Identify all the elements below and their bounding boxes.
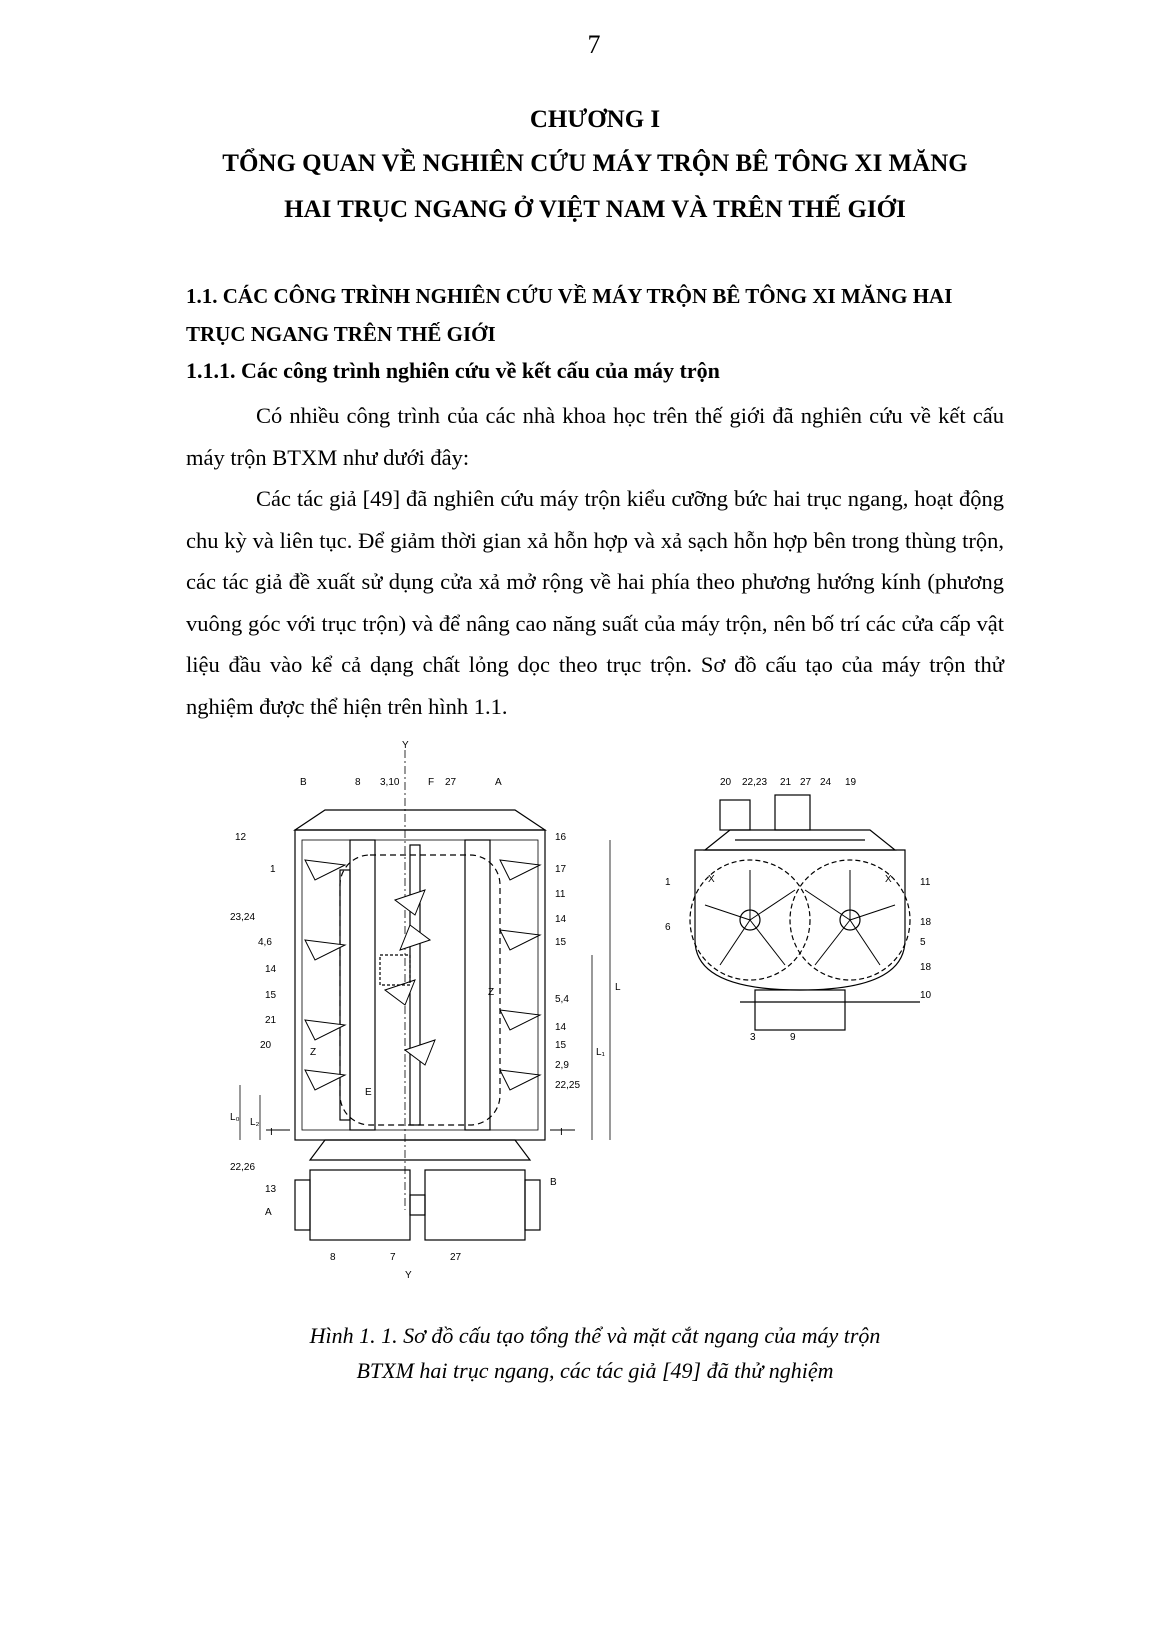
label-Z-right: Z: [488, 987, 495, 998]
label-10: 10: [920, 990, 932, 1001]
label-B-top: B: [300, 777, 307, 788]
label-14-right-2: 14: [555, 1022, 567, 1033]
label-27-bottom: 27: [450, 1252, 462, 1263]
label-E: E: [365, 1087, 372, 1098]
label-23-24: 23,24: [230, 912, 256, 923]
paragraph-2: [186, 478, 1004, 727]
label-15-right-2: 15: [555, 1040, 567, 1051]
figure-caption-line2: BTXM hai trục ngang, các tác giả [49] đã thử nghiệm: [356, 1358, 834, 1383]
figure-1-1: [230, 740, 950, 1280]
page-number: 7: [587, 30, 601, 59]
label-18-a: 18: [920, 917, 932, 928]
figure-labels: [230, 740, 932, 1280]
figure-caption-line1: Hình 1. 1. Sơ đồ cấu tạo tổng thể và mặt cắt ngang của máy trộn: [309, 1323, 881, 1348]
label-3-10: 3,10: [380, 777, 400, 788]
label-L2: L₂: [250, 1117, 260, 1128]
mixer-diagram: [230, 740, 950, 1280]
label-L0: L₀: [230, 1112, 240, 1123]
label-I-left: I: [270, 1127, 273, 1138]
label-22-25: 22,25: [555, 1080, 581, 1091]
subsection-heading: 1.1.1. Các công trình nghiên cứu về kết cấu của máy trộn: [186, 358, 720, 383]
paragraph-1-text: Có nhiều công trình của các nhà khoa học trên thế giới đã nghiên cứu về kết cấu máy trộn BTXM như dưới đây:: [186, 403, 1004, 470]
label-4-6: 4,6: [258, 937, 272, 948]
label-15-left: 15: [265, 990, 277, 1001]
label-13: 13: [265, 1184, 277, 1195]
label-L1: L₁: [596, 1047, 605, 1058]
chapter-title-line1: TỔNG QUAN VỀ NGHIÊN CỨU MÁY TRỘN BÊ TÔNG XI MĂNG: [222, 150, 968, 177]
label-27-top: 27: [445, 777, 457, 788]
section-heading-line2: TRỤC NGANG TRÊN THẾ GIỚI: [186, 322, 496, 346]
label-21: 21: [265, 1015, 277, 1026]
section-heading-line1: 1.1. CÁC CÔNG TRÌNH NGHIÊN CỨU VỀ MÁY TRỘN BÊ TÔNG XI MĂNG HAI: [186, 284, 953, 308]
label-6: 6: [665, 922, 671, 933]
label-20-left: 20: [260, 1040, 272, 1051]
label-7: 7: [390, 1252, 396, 1263]
label-8-bottom: 8: [330, 1252, 336, 1263]
cross-section-view: [690, 795, 920, 1030]
label-2-9: 2,9: [555, 1060, 569, 1071]
paragraph-1: [186, 395, 1004, 478]
label-B-bottom: B: [550, 1177, 557, 1188]
label-11-right: 11: [920, 877, 931, 888]
label-19: 19: [845, 777, 857, 788]
label-22-23: 22,23: [742, 777, 768, 788]
label-15-right: 15: [555, 937, 567, 948]
label-1-right: 1: [665, 877, 671, 888]
label-A-bottom: A: [265, 1207, 272, 1218]
label-8-top: 8: [355, 777, 361, 788]
label-16: 16: [555, 832, 567, 843]
chapter-label: CHƯƠNG I: [529, 106, 661, 133]
label-X-right: X: [885, 874, 892, 885]
label-F: F: [428, 777, 435, 788]
label-17: 17: [555, 864, 567, 875]
label-I-right: I: [560, 1127, 563, 1138]
label-Y-top: Y: [402, 740, 409, 751]
chapter-title-line2: HAI TRỤC NGANG Ở VIỆT NAM VÀ TRÊN THẾ GIỚI: [284, 196, 906, 223]
label-14-right: 14: [555, 914, 567, 925]
label-5: 5: [920, 937, 926, 948]
label-22-26: 22,26: [230, 1162, 256, 1173]
label-3: 3: [750, 1032, 756, 1043]
label-1-left: 1: [270, 864, 276, 875]
label-20-right: 20: [720, 777, 732, 788]
label-A-top: A: [495, 777, 502, 788]
label-27-right: 27: [800, 777, 812, 788]
label-14-left: 14: [265, 964, 277, 975]
paragraph-2-text: Các tác giả [49] đã nghiên cứu máy trộn kiểu cưỡng bức hai trục ngang, hoạt động chu kỳ và liên tục. Để giảm thời gian xả hỗn hợp và xả sạch hỗn hợp bên trong thùng trộn, các tác giả đề xuất sử dụng cửa xả mở rộng về hai phía theo phương hướng kính (phương vuông góc với trục trộn) và để nâng cao năng suất của máy trộn, nên bố trí các cửa cấp vật liệu đầu vào kể cả dạng chất lỏng dọc theo trục trộn. Sơ đồ cấu tạo của máy trộn thử nghiệm được thể hiện trên hình 1.1.: [186, 486, 1004, 719]
label-11-left: 11: [555, 889, 566, 900]
label-18-b: 18: [920, 962, 932, 973]
label-12: 12: [235, 832, 247, 843]
label-X-left: X: [708, 874, 715, 885]
label-5-4: 5,4: [555, 994, 569, 1005]
label-L: L: [615, 982, 621, 993]
label-Z-left: Z: [310, 1047, 317, 1058]
label-Y-bottom: Y: [405, 1270, 412, 1280]
label-9: 9: [790, 1032, 796, 1043]
label-24: 24: [820, 777, 832, 788]
label-21-right: 21: [780, 777, 792, 788]
